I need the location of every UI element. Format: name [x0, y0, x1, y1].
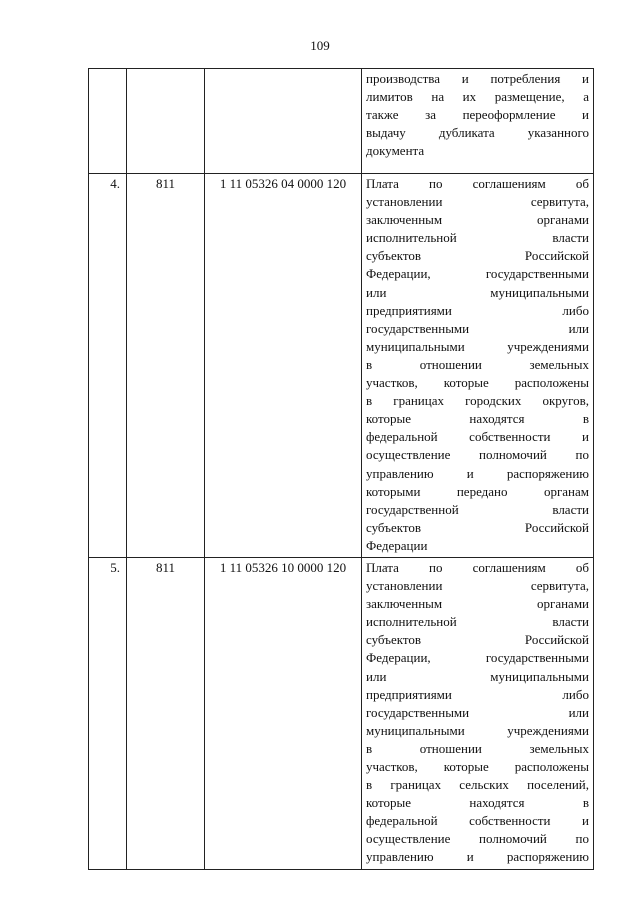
description-line: федеральной собственности и	[366, 429, 589, 445]
description-line: заключенным органами	[366, 596, 589, 612]
description-line: производства и потребления и	[366, 71, 589, 86]
description-line: также за переоформление и	[366, 107, 589, 123]
description-line: предприятиями либо	[366, 302, 589, 318]
description-line: или муниципальными	[366, 668, 589, 684]
description-line: установлении сервитута,	[366, 578, 589, 594]
description-line: Федерации	[366, 537, 428, 553]
row-number-cell: 5.	[89, 557, 127, 869]
description-line: федеральной собственности и	[366, 813, 589, 829]
description-line: субъектов Российской	[366, 632, 589, 648]
description-line: в отношении земельных	[366, 356, 589, 372]
description-line: Плата по соглашениям об	[366, 559, 589, 575]
description-line: Федерации, государственными	[366, 650, 589, 666]
admin-code-cell: 811	[127, 557, 205, 869]
description-line: государственной власти	[366, 501, 589, 517]
budget-code-cell: 1 11 05326 04 0000 120	[205, 174, 362, 558]
description-line: субъектов Российской	[366, 248, 589, 264]
description-line: муниципальными учреждениями	[366, 722, 589, 738]
revenue-codes-table	[88, 68, 594, 870]
admin-code-cell	[127, 69, 205, 174]
description-line: субъектов Российской	[366, 519, 589, 535]
description-line: Плата по соглашениям об	[366, 176, 589, 191]
description-line: предприятиями либо	[366, 686, 589, 702]
description-line: участков, которые расположены	[366, 375, 589, 391]
description-line: лимитов на их размещение, а	[366, 89, 589, 105]
admin-code-cell: 811	[127, 174, 205, 558]
description-line: исполнительной власти	[366, 230, 589, 246]
description-cell	[362, 557, 594, 869]
description-line: управлению и распоряжению	[366, 465, 589, 481]
row-number-cell	[89, 69, 127, 174]
row-number-cell: 4.	[89, 174, 127, 558]
table-row	[89, 557, 594, 869]
description-line: в отношении земельных	[366, 740, 589, 756]
description-cell	[362, 174, 594, 558]
description-line: в границах сельских поселений,	[366, 777, 589, 793]
description-line: или муниципальными	[366, 284, 589, 300]
description-line: в границах городских округов,	[366, 393, 589, 409]
description-line: исполнительной власти	[366, 614, 589, 630]
table-row	[89, 69, 594, 174]
description-line: Федерации, государственными	[366, 266, 589, 282]
description-line: установлении сервитута,	[366, 194, 589, 210]
description-line: осуществление полномочий по	[366, 831, 589, 847]
budget-code-cell	[205, 69, 362, 174]
description-line: документа	[366, 143, 425, 159]
description-line: которые находятся в	[366, 795, 589, 811]
budget-code-cell: 1 11 05326 10 0000 120	[205, 557, 362, 869]
description-cell	[362, 69, 594, 174]
description-line: участков, которые расположены	[366, 759, 589, 774]
description-line: заключенным органами	[366, 212, 589, 228]
description-line: муниципальными учреждениями	[366, 338, 589, 354]
description-line: осуществление полномочий по	[366, 447, 589, 463]
description-line: выдачу дубликата указанного	[366, 125, 589, 141]
page-number: 109	[310, 38, 330, 53]
table-row	[89, 174, 594, 558]
description-line: государственными или	[366, 320, 589, 336]
description-line: управлению и распоряжению	[366, 849, 589, 865]
description-line: государственными или	[366, 704, 589, 720]
description-line: которые находятся в	[366, 411, 589, 427]
description-line: которыми передано органам	[366, 483, 589, 499]
